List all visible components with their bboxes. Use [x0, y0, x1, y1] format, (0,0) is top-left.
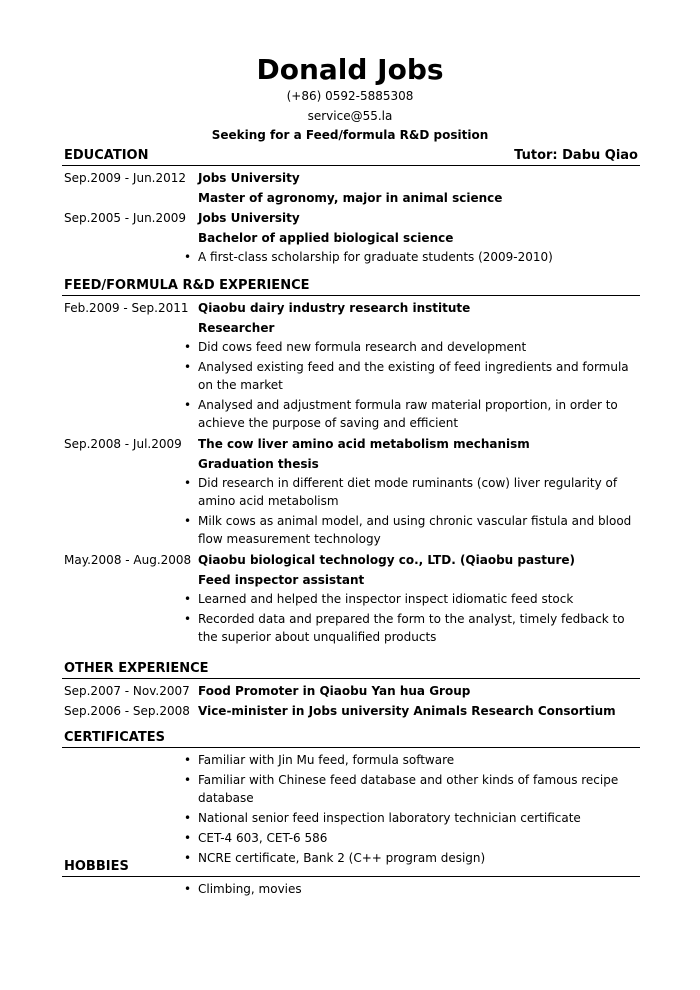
entry-date: Sep.2005 - Jun.2009 [64, 211, 187, 225]
bullet-icon: • [184, 340, 192, 354]
list-item: • A first-class scholarship for graduate students (2009-2010) [184, 250, 553, 264]
objective: Seeking for a Feed/formula R&D position [211, 128, 489, 142]
school-name: Jobs University [198, 211, 300, 225]
organization-name: Qiaobu dairy industry research institute [198, 301, 471, 315]
entry-date: Feb.2009 - Sep.2011 [64, 301, 189, 315]
degree-line [62, 188, 640, 208]
bullet-icon: • [184, 360, 192, 374]
education-section [62, 147, 640, 268]
list-item: • CET-4 603, CET-6 586 [184, 831, 328, 845]
experience-entry [62, 701, 640, 721]
list-item: • NCRE certificate, Bank 2 (C++ program design) [184, 851, 486, 865]
role-line [62, 570, 640, 590]
education-entry [62, 208, 640, 228]
role-name: Researcher [198, 321, 275, 335]
bullet-icon: • [184, 831, 192, 845]
list-item: • Analysed existing feed and the existing of feed ingredients and formula on the market [184, 360, 629, 392]
organization-name: The cow liver amino acid metabolism mechanism [198, 437, 530, 451]
feed-experience-section [62, 277, 640, 648]
degree-name: Bachelor of applied biological science [198, 231, 454, 245]
bullet-icon: • [184, 851, 192, 865]
section-heading [62, 858, 640, 877]
entry-date: Sep.2008 - Jul.2009 [64, 437, 182, 451]
bullet-icon: • [184, 250, 192, 264]
bullet-icon: • [184, 592, 192, 606]
list-item: • Recorded data and prepared the form to the analyst, timely fedback to the superior about unqualified products [184, 612, 625, 644]
section-heading [62, 147, 640, 166]
bullet-icon: • [184, 476, 192, 490]
entry-date: Sep.2007 - Nov.2007 [64, 684, 190, 698]
bullet-icon: • [184, 882, 192, 896]
other-experience-title: OTHER EXPERIENCE [64, 661, 209, 676]
other-experience-section [62, 660, 640, 721]
organization-name: Qiaobu biological technology co., LTD. (Qiaobu pasture) [198, 553, 576, 567]
experience-entry [62, 434, 640, 454]
bullet-icon: • [184, 773, 192, 787]
phone-number: (+86) 0592-5885308 [286, 89, 414, 103]
candidate-name: Donald Jobs [256, 53, 444, 86]
list-item: • Climbing, movies [184, 882, 302, 896]
feed-experience-title: FEED/FORMULA R&D EXPERIENCE [64, 278, 310, 293]
hobbies-title: HOBBIES [64, 859, 129, 874]
list-item: • National senior feed inspection laboratory technician certificate [184, 811, 581, 825]
entry-date: Sep.2006 - Sep.2008 [64, 704, 190, 718]
list-item: • Milk cows as animal model, and using chronic vascular fistula and blood flow measurement technology [184, 514, 632, 546]
role-name: Feed inspector assistant [198, 573, 365, 587]
experience-entry [62, 550, 640, 570]
organization-name: Food Promoter in Qiaobu Yan hua Group [198, 684, 471, 698]
education-title: EDUCATION [64, 148, 149, 163]
degree-name: Master of agronomy, major in animal science [198, 191, 503, 205]
degree-line [62, 228, 640, 248]
experience-entry [62, 681, 640, 701]
entry-date: Sep.2009 - Jun.2012 [64, 171, 187, 185]
section-heading [62, 729, 640, 748]
tutor-label: Tutor: Dabu Qiao [514, 148, 638, 163]
education-entry [62, 168, 640, 188]
list-item: • Learned and helped the inspector inspect idiomatic feed stock [184, 592, 574, 606]
organization-name: Vice-minister in Jobs university Animals Research Consortium [198, 704, 616, 718]
section-heading [62, 660, 640, 679]
list-item: • Familiar with Jin Mu feed, formula software [184, 753, 455, 767]
experience-entry [62, 298, 640, 318]
bullet-icon: • [184, 753, 192, 767]
certificates-section [62, 729, 640, 869]
bullet-icon: • [184, 811, 192, 825]
email-address: service@55.la [307, 109, 393, 123]
list-item: • Did research in different diet mode ruminants (cow) liver regularity of amino acid metabolism [184, 476, 618, 508]
section-heading [62, 277, 640, 296]
list-item: • Analysed and adjustment formula raw material proportion, in order to achieve the purpose of saving and efficient [184, 398, 618, 430]
list-item: • Familiar with Chinese feed database and other kinds of famous recipe database [184, 773, 619, 805]
entry-date: May.2008 - Aug.2008 [64, 553, 192, 567]
bullet-icon: • [184, 514, 192, 528]
bullet-icon: • [184, 398, 192, 412]
school-name: Jobs University [198, 171, 300, 185]
certificates-title: CERTIFICATES [64, 730, 165, 745]
role-name: Graduation thesis [198, 457, 319, 471]
bullet-icon: • [184, 612, 192, 626]
role-line [62, 454, 640, 474]
role-line [62, 318, 640, 338]
hobbies-section [62, 858, 640, 900]
list-item: • Did cows feed new formula research and development [184, 340, 527, 354]
